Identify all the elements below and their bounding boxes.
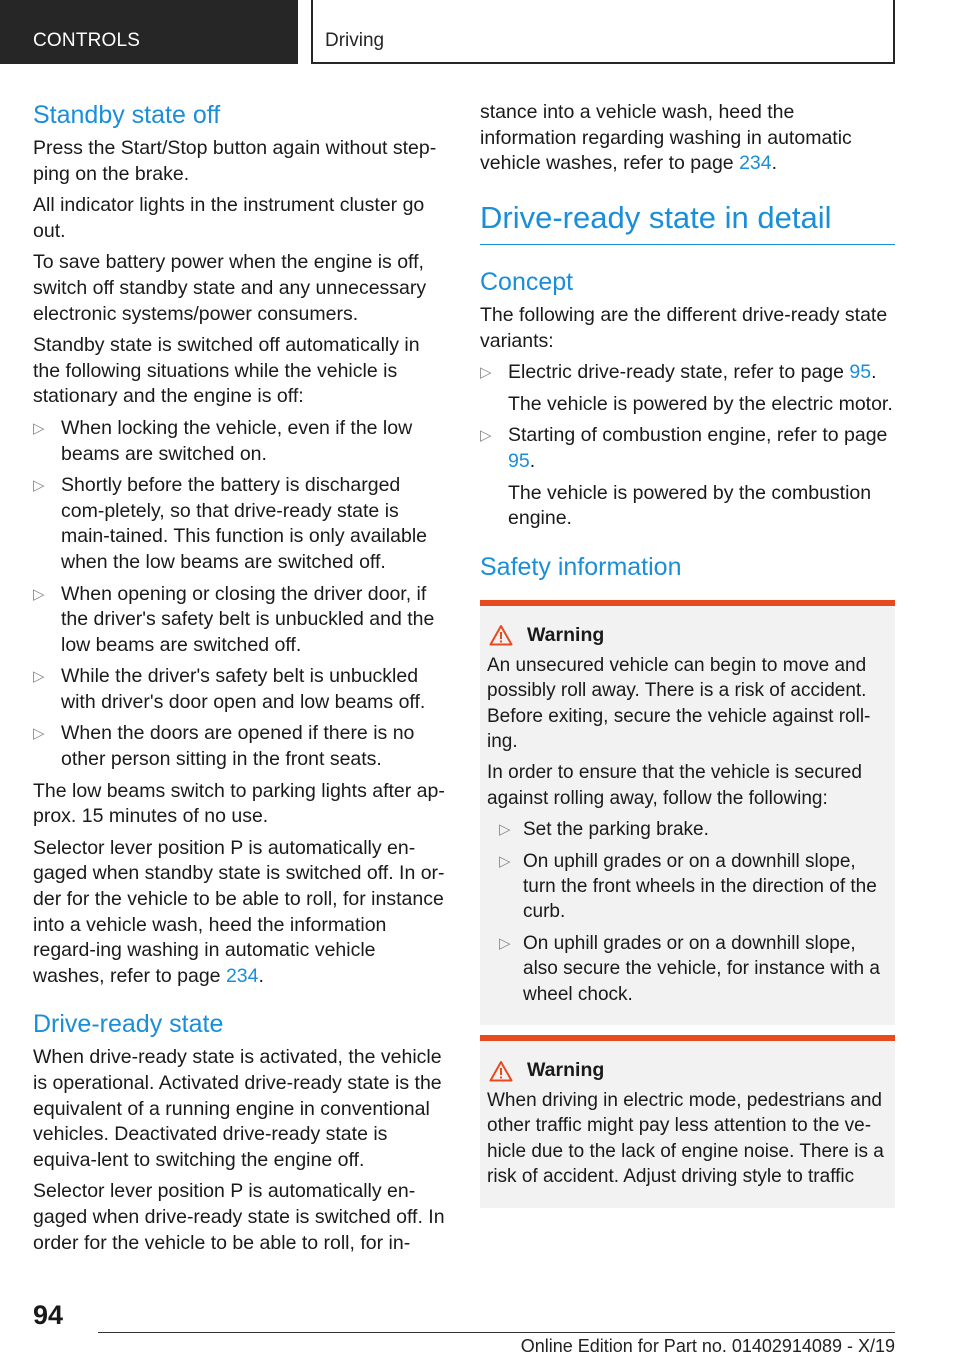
warning-header xyxy=(487,624,887,647)
page-number: 94 xyxy=(33,1300,64,1330)
paragraph: To save battery power when the engine is off, switch off standby state and any unnecessary electronic systems/power consumers. xyxy=(33,251,427,325)
list-item: ▷ While the driver's safety belt is unbuckled with driver's door open and low beams off. xyxy=(33,665,426,713)
standby-conditions-list xyxy=(33,416,448,773)
warning-triangle-icon xyxy=(489,624,513,646)
list-item: ▷ Starting of combustion engine, refer to page 95. The vehicle is powered by the combustion engine. xyxy=(480,423,895,531)
warning-label: Warning xyxy=(527,1059,605,1081)
left-column xyxy=(33,100,448,1262)
bullet-arrow-icon: ▷ xyxy=(33,419,45,437)
bullet-arrow-icon: ▷ xyxy=(480,364,492,382)
paragraph: The following are the different drive-ready state variants: xyxy=(480,303,888,352)
list-item: ▷ Shortly before the battery is discharged com‐pletely, so that drive-ready state is main‐tained. This function is only available when the low beams are switched off. xyxy=(33,474,428,573)
paragraph: Selector lever position P is automatically en‐gaged when standby state is switched off. In or‐der for the vehicle to be able to roll, for instance into a vehicle wash, heed the information regard‐ing washing in automatic vehicle washes, refer to page 234. xyxy=(33,836,445,987)
warning-label: Warning xyxy=(527,623,605,646)
list-item: ▷ When locking the vehicle, even if the low beams are switched on. xyxy=(33,416,413,465)
page-header xyxy=(0,0,960,66)
right-column xyxy=(480,100,895,1208)
warning-text: An unsecured vehicle can begin to move and possibly roll away. There is a risk of accident. Before exiting, secure the vehicle against roll‐ing. xyxy=(487,654,871,752)
bullet-arrow-icon: ▷ xyxy=(480,427,492,445)
warning-text: When driving in electric mode, pedestrians and other traffic might pay less attention to the ve‐hicle due to the lack of engine noise. There is a risk of accident. Adjust driving style to traffic xyxy=(487,1090,884,1188)
bullet-arrow-icon: ▷ xyxy=(499,852,511,870)
paragraph: stance into a vehicle wash, heed the information regarding washing in automatic vehicle washes, refer to page 234. xyxy=(480,101,852,175)
bullet-arrow-icon: ▷ xyxy=(33,668,45,686)
page-link[interactable]: 234 xyxy=(225,964,259,987)
detail-heading: Drive-ready state in detail xyxy=(480,199,895,245)
list-item: ▷ Set the parking brake. xyxy=(487,817,887,842)
concept-heading: Concept xyxy=(480,267,574,296)
warning-box xyxy=(480,600,895,1025)
warning-list xyxy=(487,817,887,1007)
paragraph: Standby state is switched off automatically in the following situations while the vehicle is stationary and the engine is off: xyxy=(33,334,420,408)
paragraph: The low beams switch to parking lights after ap‐prox. 15 minutes of no use. xyxy=(33,779,445,828)
page-link[interactable]: 95 xyxy=(849,361,872,384)
list-item: ▷ On uphill grades or on a downhill slope, also secure the vehicle, for instance with a wheel chock. xyxy=(499,932,880,1005)
list-subtext: The vehicle is powered by the combustion engine. xyxy=(508,481,872,530)
page-link[interactable]: 95 xyxy=(508,449,530,472)
standby-off-heading: Standby state off xyxy=(33,101,221,129)
variants-list xyxy=(480,360,895,532)
warning-header xyxy=(487,1059,887,1082)
drive-ready-heading: Drive-ready state xyxy=(33,1010,224,1039)
edition-text: Online Edition for Part no. 01402914089 - X/19 xyxy=(520,1336,895,1356)
list-item: ▷ When the doors are opened if there is no other person sitting in the front seats. xyxy=(33,722,415,771)
page-link[interactable]: 234 xyxy=(739,152,772,175)
list-item: ▷ When opening or closing the driver door, if the driver's safety belt is unbuckled and the low beams are switched off. xyxy=(33,582,435,656)
footer-divider xyxy=(98,1332,895,1333)
list-subtext: The vehicle is powered by the electric motor. xyxy=(508,392,893,415)
paragraph: When drive-ready state is activated, the vehicle is operational. Activated drive-ready state is the equivalent of a running engine in conventional vehicles. Deactivated drive-ready state is equiva‐lent to switching the engine off. xyxy=(33,1046,442,1171)
paragraph: All indicator lights in the instrument cluster go out. xyxy=(33,194,425,242)
warning-text: In order to ensure that the vehicle is secured against rolling away, follow the following: xyxy=(487,762,862,809)
bullet-arrow-icon: ▷ xyxy=(33,585,45,603)
bullet-arrow-icon: ▷ xyxy=(33,725,45,743)
bullet-arrow-icon: ▷ xyxy=(499,934,511,952)
chapter-tab[interactable]: Driving xyxy=(311,0,895,64)
bullet-arrow-icon: ▷ xyxy=(33,477,45,495)
section-tab[interactable]: CONTROLS xyxy=(0,0,298,64)
paragraph: Selector lever position P is automatically en‐gaged when drive-ready state is switched off. In order for the vehicle to be able to roll, for in‐ xyxy=(33,1180,445,1254)
warning-box xyxy=(480,1035,895,1208)
warning-triangle-icon xyxy=(489,1060,513,1082)
list-item: ▷ Electric drive-ready state, refer to page 95. The vehicle is powered by the electric motor. xyxy=(480,360,895,417)
paragraph: Press the Start/Stop button again without step‐ping on the brake. xyxy=(33,137,437,185)
safety-heading: Safety information xyxy=(480,552,682,581)
bullet-arrow-icon: ▷ xyxy=(499,821,511,839)
list-item: ▷ On uphill grades or on a downhill slope, turn the front wheels in the direction of the curb. xyxy=(499,850,877,923)
